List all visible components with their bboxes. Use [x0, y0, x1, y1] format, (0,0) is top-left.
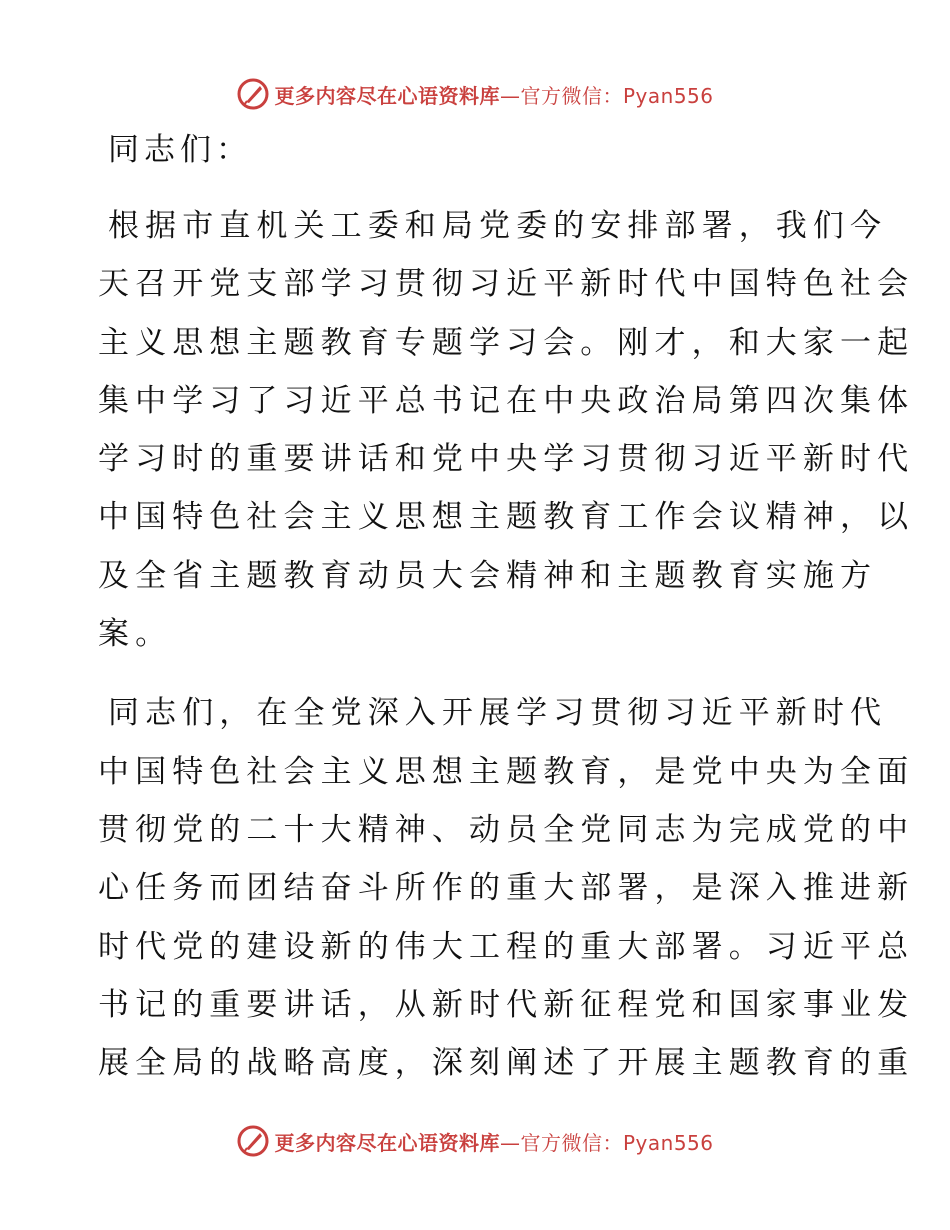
paragraph-2 [98, 684, 915, 1092]
paragraph-line: 中国特色社会主义思想主题教育工作会议精神，以 [98, 499, 915, 536]
watermark-separator: — [499, 1130, 521, 1155]
paragraph-line: 学习时的重要讲话和党中央学习贯彻习近平新时代 [98, 441, 915, 478]
header-watermark [0, 72, 950, 116]
watermark-wechat-label: 官方微信： [520, 1130, 623, 1155]
paragraph-line: 主义思想主题教育专题学习会。刚才，和大家一起 [98, 324, 915, 361]
paragraph-line: 及全省主题教育动员大会精神和主题教育实施方 [98, 557, 878, 594]
paragraph-line: 书记的重要讲话，从新时代新征程党和国家事业发 [98, 986, 915, 1023]
paragraph-line: 案。 [98, 616, 173, 653]
watermark-wechat-label: 官方微信： [520, 83, 623, 108]
watermark-separator: — [499, 83, 521, 108]
paragraph-line: 同志们，在全党深入开展学习贯彻习近平新时代 [108, 695, 888, 732]
greeting: 同志们： [108, 132, 252, 168]
paragraph-line: 天召开党支部学习贯彻习近平新时代中国特色社会 [98, 266, 915, 303]
quill-logo-icon [236, 77, 270, 111]
watermark-wechat-id: Pyan556 [622, 1130, 714, 1155]
watermark-text [274, 80, 713, 109]
watermark-wechat-id: Pyan556 [622, 83, 714, 108]
paragraph-line: 展全局的战略高度，深刻阐述了开展主题教育的重 [98, 1045, 915, 1082]
footer-watermark [0, 1119, 950, 1163]
watermark-brand: 更多内容尽在心语资料库 [274, 83, 500, 108]
paragraph-line: 中国特色社会主义思想主题教育，是党中央为全面 [98, 753, 915, 790]
quill-logo-icon [236, 1124, 270, 1158]
document-body [98, 124, 915, 1113]
paragraph-line: 贯彻党的二十大精神、动员全党同志为完成党的中 [98, 811, 915, 848]
watermark-text [274, 1127, 713, 1156]
paragraph-1 [98, 197, 915, 663]
paragraph-line: 集中学习了习近平总书记在中央政治局第四次集体 [98, 382, 915, 419]
paragraph-line: 根据市直机关工委和局党委的安排部署，我们今 [108, 208, 888, 244]
paragraph-line: 时代党的建设新的伟大工程的重大部署。习近平总 [98, 928, 915, 965]
watermark-brand: 更多内容尽在心语资料库 [274, 1130, 500, 1155]
paragraph-line: 心任务而团结奋斗所作的重大部署，是深入推进新 [98, 870, 915, 907]
